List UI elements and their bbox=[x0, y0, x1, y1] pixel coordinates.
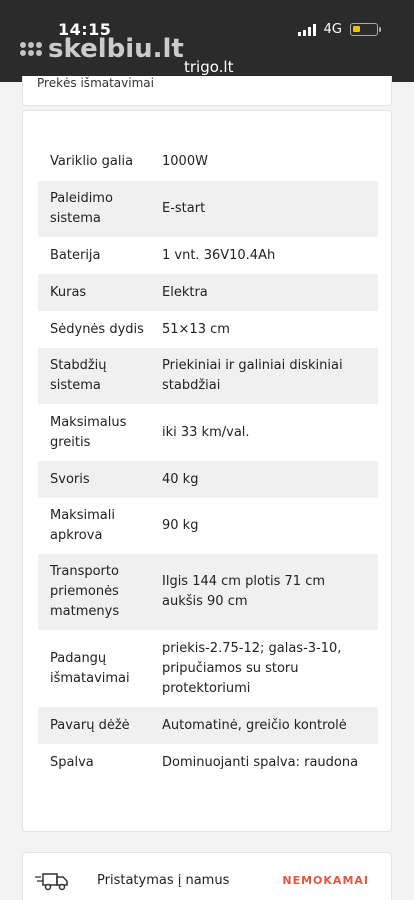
spec-value: Elektra bbox=[162, 284, 208, 300]
seller-name[interactable]: trigo.lt bbox=[184, 58, 234, 76]
spec-row bbox=[38, 143, 378, 181]
spec-row bbox=[38, 181, 378, 237]
spec-key: Transporto priemonės matmenys bbox=[50, 564, 120, 619]
spec-row bbox=[38, 237, 378, 274]
spec-key: Svoris bbox=[50, 471, 90, 487]
spec-value: Priekiniai ir galiniai diskiniai stabdžiai bbox=[162, 358, 343, 393]
spec-row bbox=[38, 630, 378, 707]
spec-row bbox=[38, 404, 378, 461]
spec-key: Stabdžių sistema bbox=[50, 358, 107, 393]
truck-icon bbox=[35, 871, 69, 891]
previous-section-title: Prekės išmatavimai bbox=[37, 76, 154, 90]
spec-value: 51×13 cm bbox=[162, 321, 230, 337]
spec-value: 90 kg bbox=[162, 518, 199, 533]
status-icons bbox=[298, 22, 378, 37]
delivery-label: Pristatymas į namus bbox=[97, 873, 230, 888]
spec-value: 40 kg bbox=[162, 471, 199, 487]
spec-row bbox=[38, 461, 378, 498]
spec-table bbox=[38, 143, 378, 781]
spec-key: Paleidimo sistema bbox=[50, 191, 113, 226]
status-time: 14:15 bbox=[58, 20, 112, 39]
spec-card bbox=[22, 110, 392, 832]
spec-row bbox=[38, 707, 378, 744]
brand-logo[interactable] bbox=[20, 34, 184, 64]
battery-icon bbox=[350, 23, 378, 36]
spec-key: Sėdynės dydis bbox=[50, 321, 144, 337]
delivery-card[interactable] bbox=[22, 852, 392, 900]
spec-key: Padangų išmatavimai bbox=[50, 650, 130, 686]
spec-key: Baterija bbox=[50, 247, 101, 263]
spec-key: Kuras bbox=[50, 284, 87, 300]
spec-value: Dominuojanti spalva: raudona bbox=[162, 754, 359, 770]
spec-row bbox=[38, 554, 378, 630]
signal-icon bbox=[298, 24, 316, 36]
spec-row bbox=[38, 348, 378, 404]
spec-row bbox=[38, 498, 378, 554]
brand-dots-icon bbox=[20, 42, 42, 56]
spec-value: priekis-2.75-12; galas-3-10, pripučiamos su storu protektoriumi bbox=[162, 640, 342, 696]
spec-key: Spalva bbox=[50, 754, 94, 770]
spec-key: Maksimali apkrova bbox=[50, 508, 115, 543]
spec-value: iki 33 km/val. bbox=[162, 424, 250, 440]
spec-value: E-start bbox=[162, 201, 206, 216]
spec-key: Pavarų dėžė bbox=[50, 717, 130, 733]
spec-value: 1 vnt. 36V10.4Ah bbox=[162, 247, 276, 263]
spec-row bbox=[38, 274, 378, 311]
spec-key: Maksimalus greitis bbox=[50, 414, 127, 450]
top-bar bbox=[0, 0, 414, 82]
delivery-price: NEMOKAMAI bbox=[282, 874, 369, 887]
spec-value: Automatinė, greičio kontrolė bbox=[162, 717, 347, 733]
spec-key: Variklio galia bbox=[50, 154, 134, 169]
spec-row bbox=[38, 311, 378, 348]
spec-value: Ilgis 144 cm plotis 71 cm aukšis 90 cm bbox=[162, 574, 326, 609]
spec-row bbox=[38, 744, 378, 781]
battery-level bbox=[353, 26, 360, 32]
brand-name: skelbiu.lt bbox=[48, 34, 184, 64]
previous-section-card bbox=[22, 76, 392, 106]
network-label: 4G bbox=[323, 22, 342, 37]
spec-value: 1000W bbox=[162, 154, 208, 169]
